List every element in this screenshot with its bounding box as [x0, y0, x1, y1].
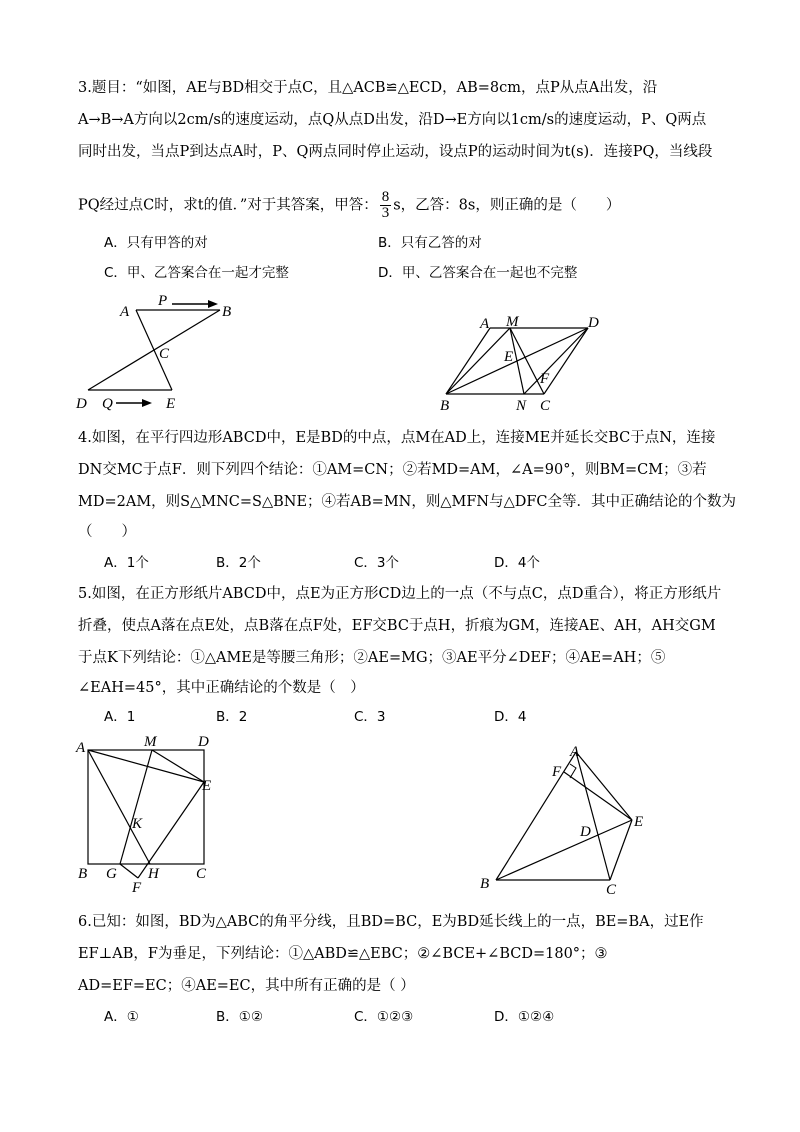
label-p: P [158, 293, 168, 309]
q3-option-c[interactable]: C．甲、乙答案合在一起才完整 [104, 265, 289, 281]
label-b: B [78, 866, 88, 882]
q4-line-2: DN交MC于点F．则下列四个结论：①AM=CN；②若MD=AM，∠A=90°，则BM=CM；③若 [78, 462, 707, 478]
q4-option-d[interactable]: D．4个 [494, 555, 540, 571]
label-c: C [606, 882, 617, 898]
q3-line-4-part-a: PQ经过点C时，求t的值．”对于其答案，甲答： [78, 197, 378, 214]
label-c: C [196, 866, 207, 882]
fraction-eight-thirds [380, 190, 392, 221]
q5-line-1: 5.如图，在正方形纸片ABCD中，点E为正方形CD边上的一点（不与点C，点D重合），将正方形纸片 [78, 586, 722, 602]
q4-option-a[interactable]: A．1个 [104, 555, 149, 571]
q3-option-a[interactable]: A．只有甲答的对 [104, 235, 208, 251]
label-e: E [166, 396, 176, 412]
q5-figure-folded-square [74, 734, 224, 896]
label-m: M [144, 734, 157, 750]
q3-figure-triangles [70, 290, 270, 420]
q6-option-a[interactable]: A．① [104, 1009, 139, 1025]
q5-option-c[interactable]: C．3 [354, 709, 386, 725]
label-h: H [148, 866, 159, 882]
q6-option-c[interactable]: C．①②③ [354, 1009, 414, 1025]
label-m: M [506, 314, 519, 330]
q4-line-3: MD=2AM，则S△MNC=S△BNE；④若AB=MN，则△MFN与△DFC全等．其中正确结论的个数为 [78, 494, 737, 510]
label-a: A [570, 744, 580, 760]
label-a: A [120, 304, 130, 320]
label-a: A [76, 740, 86, 756]
label-f: F [540, 371, 550, 387]
q3-line-4-part-b: s，乙答：8s，则正确的是（ ） [393, 197, 621, 214]
q3-line-2: A→B→A方向以2cm/s的速度运动，点Q从点D出发，沿D→E方向以1cm/s的速度运动，P、Q两点 [78, 112, 707, 128]
q6-option-d[interactable]: D．①②④ [494, 1009, 555, 1025]
label-e: E [504, 349, 514, 365]
q4-option-b[interactable]: B．2个 [216, 555, 261, 571]
label-f: F [132, 880, 142, 896]
q6-line-1: 6.已知：如图，BD为△ABC的角平分线，且BD=BC，E为BD延长线上的一点，BE=BA，过E作 [78, 914, 704, 930]
label-a: A [480, 316, 490, 332]
label-n: N [516, 398, 527, 414]
q4-line-4: （ ） [78, 524, 136, 540]
q3-line-1: 3.题目：“如图，AE与BD相交于点C，且△ACB≌△ECD，AB=8cm，点P从点A出发，沿 [78, 80, 658, 96]
label-b: B [222, 304, 232, 320]
q4-line-1: 4.如图，在平行四边形ABCD中，E是BD的中点，点M在AD上，连接ME并延长交BC于点N，连接 [78, 430, 716, 446]
q5-option-a[interactable]: A．1 [104, 709, 136, 725]
label-d: D [76, 396, 87, 412]
q4-figure-parallelogram [436, 306, 616, 416]
q6-line-3: AD=EF=EC；④AE=EC，其中所有正确的是（ ） [78, 978, 415, 994]
fraction-numerator: 8 [381, 189, 390, 205]
label-c: C [159, 346, 170, 362]
label-d: D [580, 824, 591, 840]
q4-option-c[interactable]: C．3个 [354, 555, 400, 571]
q5-option-d[interactable]: D．4 [494, 709, 527, 725]
q5-line-2: 折叠，使点A落在点E处，点B落在点F处，EF交BC于点H，折痕为GM，连接AE、AH，AH交GM [78, 618, 716, 634]
label-b: B [480, 876, 490, 892]
q6-line-2: EF⊥AB，F为垂足，下列结论：①△ABD≌△EBC；②∠BCE+∠BCD=180°；③ [78, 946, 608, 962]
fraction-denominator: 3 [381, 205, 390, 221]
q3-line-4 [78, 190, 620, 221]
q5-line-4: ∠EAH=45°，其中正确结论的个数是（ ） [78, 680, 365, 696]
q6-figure-triangle [476, 738, 656, 898]
label-d: D [198, 734, 209, 750]
q3-option-b[interactable]: B．只有乙答的对 [378, 235, 482, 251]
label-g: G [106, 866, 117, 882]
q5-line-3: 于点K下列结论：①△AME是等腰三角形；②AE=MG；③AE平分∠DEF；④AE=AH；⑤ [78, 650, 666, 666]
label-d: D [588, 315, 599, 331]
label-b: B [440, 398, 450, 414]
q6-option-b[interactable]: B．①② [216, 1009, 263, 1025]
q3-option-d[interactable]: D．甲、乙答案合在一起也不完整 [378, 265, 578, 281]
label-e: E [202, 778, 212, 794]
q5-option-b[interactable]: B．2 [216, 709, 248, 725]
label-c: C [540, 398, 551, 414]
label-q: Q [102, 396, 113, 412]
label-e: E [634, 814, 644, 830]
label-k: K [132, 816, 143, 832]
q3-line-3: 同时出发，当点P到达点A时，P、Q两点同时停止运动，设点P的运动时间为t(s)．连接PQ，当线段 [78, 144, 713, 160]
label-f: F [552, 764, 562, 780]
